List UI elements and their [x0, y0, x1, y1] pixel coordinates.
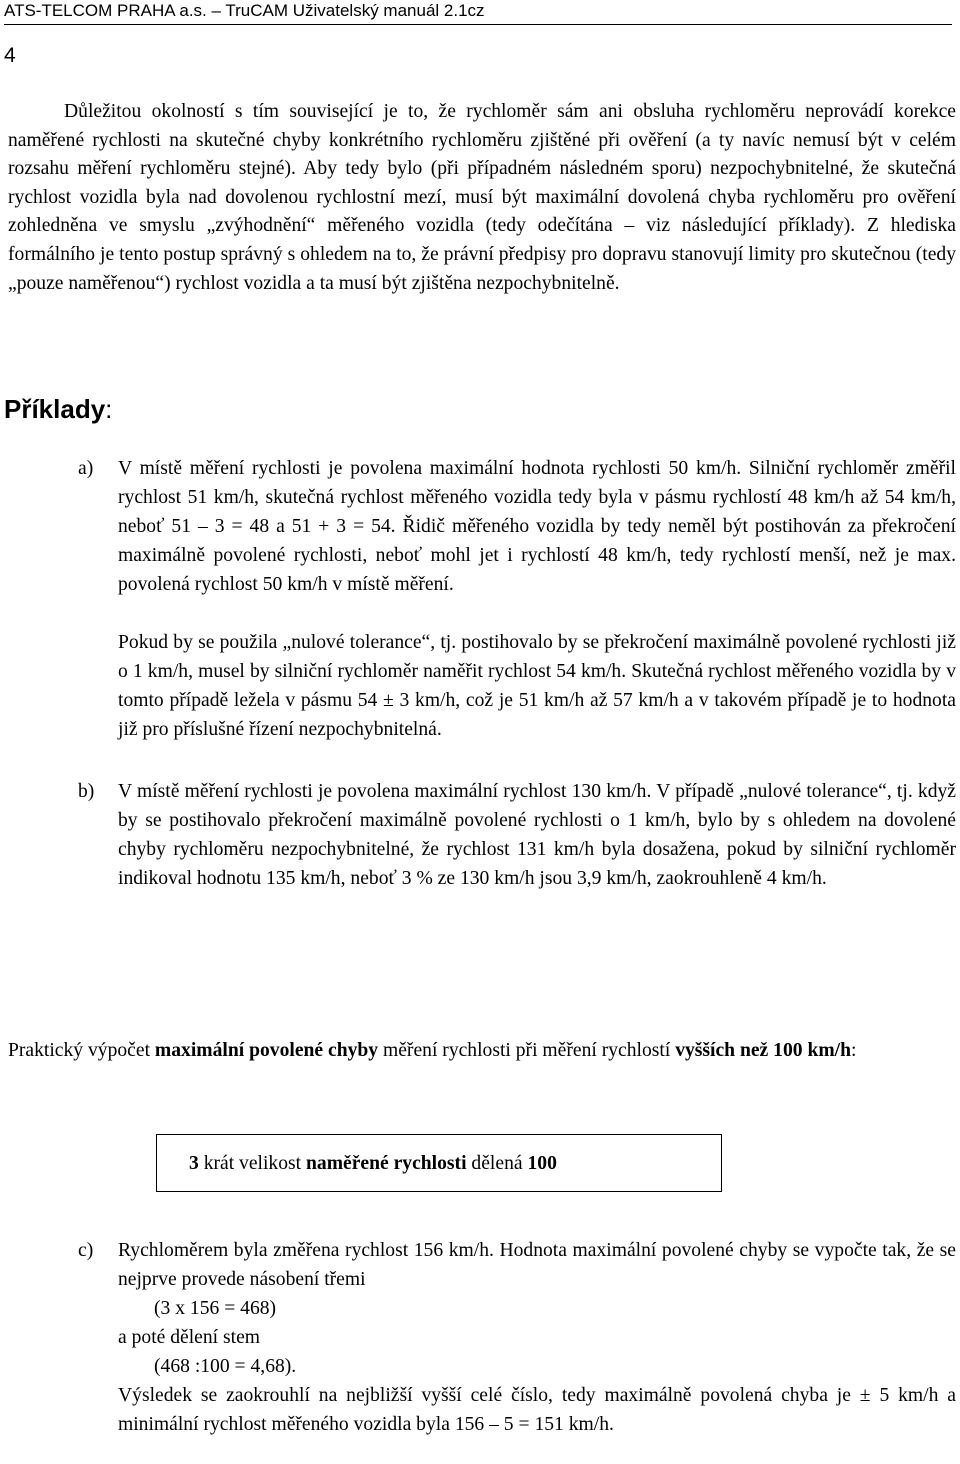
- intro-paragraph: [8, 98, 956, 298]
- practical-calculation-paragraph: [8, 1036, 956, 1065]
- example-c-label: c): [78, 1240, 94, 1261]
- example-c-calculation-2: (468 :100 = 4,68).: [154, 1356, 297, 1377]
- example-b: [78, 777, 956, 893]
- formula-text-2: dělená: [466, 1153, 528, 1174]
- example-a-label: a): [78, 458, 94, 479]
- intro-sentence-2: Aby tedy bylo (při případném následném sporu) nezpochybnitelné, že skutečná rychlost vozidla byla nad dovolenou rychlostní mezí, musí být maximální dovolená chyba rychloměru pro ověření zohledněna ve smyslu „zvýhodnění“ měřeného vozidla (tedy odečítána – viz následující příklady).: [8, 158, 956, 237]
- practical-text-1: Praktický výpočet: [8, 1040, 155, 1061]
- document-header: [4, 0, 952, 25]
- practical-bold-2: vyšších než 100 km/h: [675, 1040, 852, 1061]
- formula-measured-speed: naměřené rychlosti: [306, 1153, 467, 1174]
- formula-text-1: krát velikost: [198, 1153, 306, 1174]
- formula-factor: 3: [189, 1153, 199, 1174]
- examples-heading-text: Příklady: [4, 394, 106, 424]
- example-b-label: b): [78, 781, 95, 802]
- page-number: 4: [4, 44, 16, 67]
- example-c: [78, 1236, 956, 1439]
- intro-sentence-1: Důležitou okolností s tím související je to, že rychloměr sám ani obsluha rychloměru neprovádí korekce naměřené rychlosti na skutečné chyby konkrétního rychloměru zjištěné při ověření (a ty navíc nemusí být v celém rozsahu měření rychloměru stejné).: [8, 101, 956, 180]
- practical-bold-1: maximální povolené chyby: [154, 1040, 379, 1061]
- example-c-result: Výsledek se zaokrouhlí na nejbližší vyšší celé číslo, tedy maximálně povolená chyba je ± 5 km/h a minimální rychlost měřeného vozidla byla 156 – 5 = 151 km/h.: [118, 1385, 956, 1435]
- formula-divisor: 100: [527, 1153, 557, 1174]
- example-c-line-2: a poté dělení stem: [118, 1327, 261, 1348]
- examples-heading: [4, 392, 112, 426]
- example-c-list: [78, 1236, 956, 1439]
- examples-heading-colon: :: [105, 394, 113, 424]
- example-b-paragraph: V místě měření rychlosti je povolena maximální rychlost 130 km/h. V případě „nulové tolerance“, tj. když by se postihovalo překročení maximálně povolené rychlosti o 1 km/h, bylo by s ohledem na dovolené chyby rychloměru nezpochybnitelné, že rychlost 131 km/h byla dosažena, pokud by silniční rychloměr indikoval hodnotu 135 km/h, neboť 3 % ze 130 km/h jsou 3,9 km/h, zaokrouhleně 4 km/h.: [118, 781, 956, 889]
- intro-sentence-3: Z hlediska formálního je tento postup správný s ohledem na to, že právní předpisy pro dopravu stanovují limity pro skutečnou (tedy „pouze naměřenou“) rychlost vozidla a ta musí být zjištěna nezpochybnitelně.: [8, 215, 956, 294]
- practical-text-3: :: [851, 1040, 857, 1061]
- example-c-calculation-1: (3 x 156 = 468): [154, 1298, 277, 1319]
- example-c-paragraph-1: Rychloměrem byla změřena rychlost 156 km/h. Hodnota maximální povolené chyby se vypočte tak, že se nejprve provede násobení třemi: [118, 1240, 956, 1290]
- practical-text-2: měření rychlosti při měření rychlostí: [378, 1040, 676, 1061]
- example-a: [78, 454, 956, 744]
- formula-box: [156, 1134, 722, 1192]
- examples-list: [78, 454, 956, 893]
- example-a-paragraph-2: Pokud by se použila „nulové tolerance“, tj. postihovalo by se překročení maximálně povolené rychlosti již o 1 km/h, musel by silniční rychloměr naměřit rychlost 54 km/h. Skutečná rychlost měřeného vozidla by v tomto případě ležela v pásmu 54 ± 3 km/h, což je 51 km/h až 57 km/h a v takovém případě je to hodnota již pro příslušné řízení nezpochybnitelná.: [118, 632, 956, 740]
- example-a-paragraph-1: V místě měření rychlosti je povolena maximální hodnota rychlosti 50 km/h. Silniční rychloměr změřil rychlost 51 km/h, skutečná rychlost měřeného vozidla tedy byla v pásmu rychlostí 48 km/h až 54 km/h, neboť 51 – 3 = 48 a 51 + 3 = 54. Řidič měřeného vozidla by tedy neměl být postihován za překročení maximálně povolené rychlosti, neboť mohl jet i rychlostí 48 km/h, tedy rychlostí menší, než je max. povolená rychlost 50 km/h v místě měření.: [118, 458, 956, 595]
- header-title: ATS-TELCOM PRAHA a.s. – TruCAM Uživatelský manuál 2.1cz: [4, 1, 485, 20]
